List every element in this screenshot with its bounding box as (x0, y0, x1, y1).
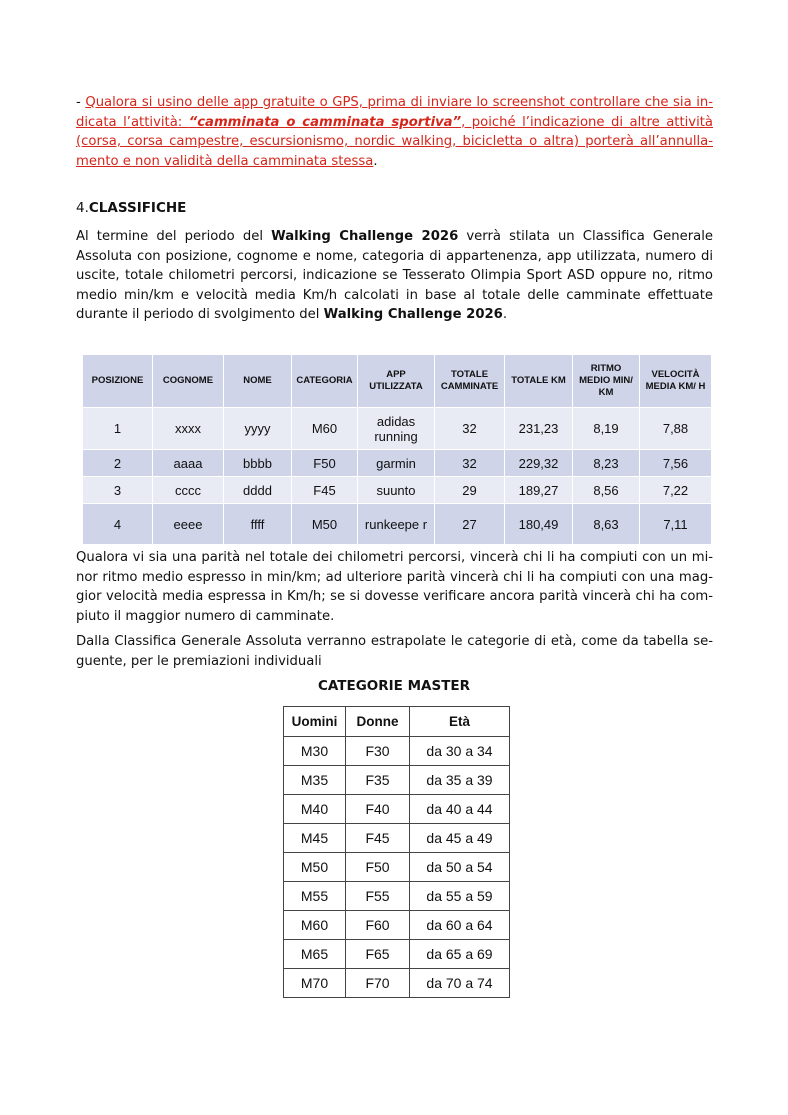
header-nome: NOME (224, 355, 292, 408)
header-eta: Età (410, 707, 510, 737)
cell: F60 (346, 911, 410, 940)
cell: 32 (435, 450, 505, 477)
cell: aaaa (153, 450, 224, 477)
header-cognome: COGNOME (153, 355, 224, 408)
cell: 7,88 (640, 408, 712, 450)
cell: garmin (358, 450, 435, 477)
cell: F35 (346, 766, 410, 795)
section-heading (76, 200, 186, 216)
cell: da 70 a 74 (410, 969, 510, 998)
categories-caption: CATEGORIE MASTER (317, 678, 471, 694)
para1-bold-b: Walking Challenge 2026 (271, 229, 459, 244)
table-row (284, 911, 510, 940)
cell: da 40 a 44 (410, 795, 510, 824)
table-row (284, 853, 510, 882)
table-row (284, 737, 510, 766)
cell: 7,56 (640, 450, 712, 477)
cell: 8,56 (573, 477, 640, 504)
cell: M35 (284, 766, 346, 795)
header-totale-km: TOTALE KM (505, 355, 573, 408)
categories-header-row (284, 707, 510, 737)
para1-bold-d: Walking Challenge 2026 (323, 307, 503, 322)
cell: F50 (292, 450, 358, 477)
cell: 7,11 (640, 504, 712, 545)
cell: 3 (83, 477, 153, 504)
header-uomini: Uomini (284, 707, 346, 737)
period: . (373, 153, 378, 169)
table-row (83, 477, 712, 504)
table-row (83, 504, 712, 545)
warning-text-part1: Qualora si usino delle app gratuite o GPS, prima di inviare lo screenshot controllare che sia in-dicata l’attività: (76, 95, 713, 130)
table-row (284, 766, 510, 795)
cell: da 35 a 39 (410, 766, 510, 795)
cell: dddd (224, 477, 292, 504)
para1-text-c: verrà stilata un Classifica Generale Assoluta con posizione, cognome e nome, categoria di appartenenza, app utilizzata, numero di uscite, totale chilometri percorsi, indicazione se Tesserato Olimpia Sport ASD oppure no, ritmo medio min/km e velocità media Km/h calcolati in base al totale delle camminate effettuate durante il periodo di svolgimento del (76, 229, 713, 322)
header-ritmo: RITMO MEDIO MIN/ KM (573, 355, 640, 408)
cell: 2 (83, 450, 153, 477)
cell: M40 (284, 795, 346, 824)
cell: F65 (346, 940, 410, 969)
table-row (83, 450, 712, 477)
cell: da 45 a 49 (410, 824, 510, 853)
cell: da 60 a 64 (410, 911, 510, 940)
cell: bbbb (224, 450, 292, 477)
cell: F30 (346, 737, 410, 766)
cell: yyyy (224, 408, 292, 450)
classifica-paragraph (76, 227, 713, 325)
cell: 27 (435, 504, 505, 545)
cell: M50 (284, 853, 346, 882)
cell: F45 (292, 477, 358, 504)
cell: M60 (284, 911, 346, 940)
cell: da 50 a 54 (410, 853, 510, 882)
header-totale-camminate: TOTALE CAMMINATE (435, 355, 505, 408)
cell: F50 (346, 853, 410, 882)
ranking-table (82, 354, 712, 545)
cell: xxxx (153, 408, 224, 450)
cell: M60 (292, 408, 358, 450)
warning-activity-name: “camminata o camminata sportiva” (188, 114, 462, 130)
warning-text-part2: , poiché l’indicazione di altre attività (corsa, corsa campestre, escursionismo, nordic walking, bicicletta o altra) porterà all’annulla-mento e non validità della camminata stessa (76, 114, 713, 169)
header-posizione: POSIZIONE (83, 355, 153, 408)
header-velocita: VELOCITÀ MEDIA KM/ H (640, 355, 712, 408)
cell: 229,32 (505, 450, 573, 477)
cell: F40 (346, 795, 410, 824)
dash: - (76, 95, 86, 110)
header-app: APP UTILIZZATA (358, 355, 435, 408)
app-warning-paragraph (76, 93, 713, 171)
table-row (83, 408, 712, 450)
cell: 189,27 (505, 477, 573, 504)
table-row (284, 969, 510, 998)
cell: 29 (435, 477, 505, 504)
cell: runkeepe r (358, 504, 435, 545)
cell: M65 (284, 940, 346, 969)
para1-text-a: Al termine del periodo del (76, 229, 272, 244)
cell: adidas running (358, 408, 435, 450)
cell: 32 (435, 408, 505, 450)
cell: 7,22 (640, 477, 712, 504)
cell: eeee (153, 504, 224, 545)
categories-table (283, 706, 510, 998)
section-number: 4. (76, 200, 89, 216)
cell: M70 (284, 969, 346, 998)
para1-text-e: . (502, 307, 508, 322)
table-row (284, 940, 510, 969)
cell: da 30 a 34 (410, 737, 510, 766)
cell: 180,49 (505, 504, 573, 545)
table-row (284, 824, 510, 853)
header-categoria: CATEGORIA (292, 355, 358, 408)
cell: 231,23 (505, 408, 573, 450)
cell: F45 (346, 824, 410, 853)
cell: suunto (358, 477, 435, 504)
cell: da 65 a 69 (410, 940, 510, 969)
cell: 8,23 (573, 450, 640, 477)
cell: M30 (284, 737, 346, 766)
cell: cccc (153, 477, 224, 504)
ranking-header-row (83, 355, 712, 408)
section-title: CLASSIFICHE (88, 200, 187, 216)
cell: 1 (83, 408, 153, 450)
cell: F55 (346, 882, 410, 911)
cell: da 55 a 59 (410, 882, 510, 911)
cell: ffff (224, 504, 292, 545)
cell: 4 (83, 504, 153, 545)
cell: M45 (284, 824, 346, 853)
table-row (284, 882, 510, 911)
table-row (284, 795, 510, 824)
cell: 8,19 (573, 408, 640, 450)
cell: 8,63 (573, 504, 640, 545)
tie-break-paragraph: Qualora vi sia una parità nel totale dei chilometri percorsi, vincerà chi li ha compiuti con un mi-nor ritmo medio espresso in min/km; ad ulteriore parità vincerà chi li ha compiuti con una mag-gior velocità media espressa in Km/h; se si dovesse verificare ancora parità vincerà chi ha com-piuto il maggior numero di camminate. (76, 550, 713, 624)
cell: M50 (292, 504, 358, 545)
header-donne: Donne (346, 707, 410, 737)
cell: F70 (346, 969, 410, 998)
cell: M55 (284, 882, 346, 911)
categories-intro-paragraph: Dalla Classifica Generale Assoluta verranno estrapolate le categorie di età, come da tabella se-guente, per le premiazioni individuali (76, 634, 713, 669)
warning-text (76, 95, 713, 169)
